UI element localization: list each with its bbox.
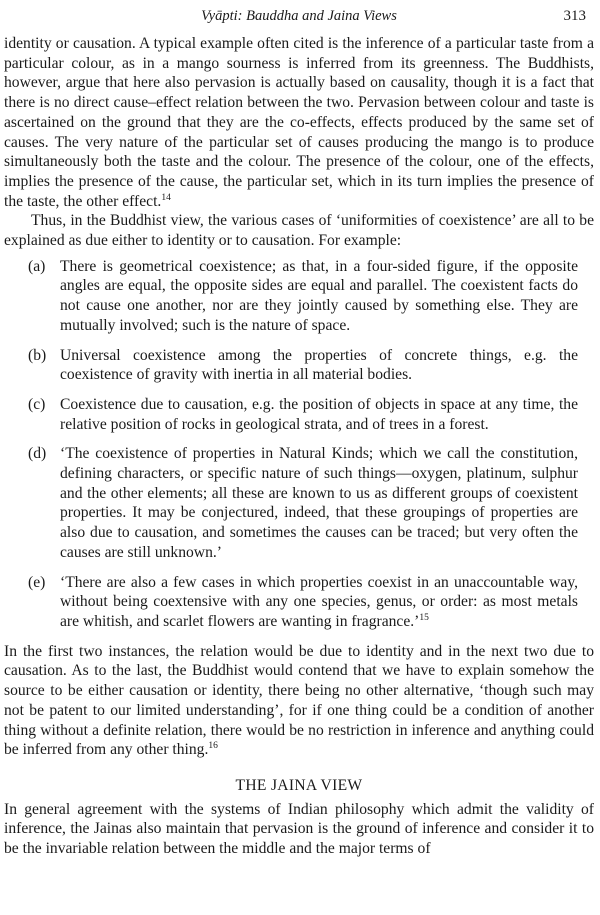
paragraph-4	[4, 800, 594, 859]
list-item-body: There is geometrical coexistence; as that, in a four-sided figure, if the opposite angles are equal, the opposite sides are equal and parallel. The coexistent facts do not cause one another, nor are they jointly caused by something else. They are mutually involved; such is the nature of space.	[60, 257, 578, 334]
section-heading: THE JAINA VIEW	[235, 776, 363, 794]
list-item-text	[60, 573, 594, 632]
footnote-ref-16: 16	[208, 741, 218, 752]
list-item-text	[60, 444, 594, 562]
body-text	[4, 34, 594, 859]
list-marker: (b)	[28, 346, 47, 364]
paragraph-2-text: Thus, in the Buddhist view, the various cases of ‘uniformities of coexistence’ are all to be explained as due either to identity or to causation. For example:	[4, 212, 594, 250]
list-marker: (a)	[28, 257, 46, 275]
list-item-body: ‘There are also a few cases in which properties coexist in an unaccountable way, without being coextensive with any one species, genus, or order: as most metals are whitish, and scarlet flowers are wanting in fragrance.’	[60, 573, 578, 630]
footnote-ref-14: 14	[161, 192, 171, 203]
list-item-body: Universal coexistence among the properties of concrete things, e.g. the coexistence of gravity with inertia in all material bodies.	[60, 346, 578, 384]
list-item-body: ‘The coexistence of properties in Natural Kinds; which we call the constitution, defining characters, or specific nature of such things—oxygen, platinum, sulphur and the other elements; all these are known to us as different groups of coexistent properties. It may be conjectured, indeed, that these groupings of properties are also due to causation, and sometimes the causes can be traced; but very often the causes are still unknown.’	[60, 445, 578, 561]
list-marker: (d)	[28, 445, 47, 463]
paragraph-4-text: In general agreement with the systems of Indian philosophy which admit the validity of inference, the Jainas also maintain that pervasion is the ground of inference and consider it to be the invariable relation between the middle and the major terms of	[4, 800, 594, 858]
list-marker: (c)	[28, 395, 46, 413]
list-item-text	[60, 395, 594, 434]
list-item-body: Coexistence due to causation, e.g. the position of objects in space at any time, the relative position of rocks in geological strata, and of trees in a forest.	[60, 395, 578, 433]
list-item	[4, 444, 594, 562]
list-item-text	[60, 346, 594, 385]
page-number: 313	[563, 8, 586, 24]
paragraph-1	[4, 34, 594, 211]
running-head: Vyāpti: Bauddha and Jaina Views	[201, 8, 397, 24]
list-item-text	[60, 257, 594, 336]
paragraph-3	[4, 642, 594, 760]
list-item	[4, 395, 594, 434]
enumerated-list	[4, 257, 594, 632]
list-item	[4, 346, 594, 385]
paragraph-2	[4, 211, 594, 250]
footnote-ref-15: 15	[419, 612, 429, 623]
list-item	[4, 257, 594, 336]
page-header	[4, 6, 594, 34]
list-marker: (e)	[28, 573, 46, 591]
list-item	[4, 573, 594, 632]
paragraph-1-text: identity or causation. A typical example often cited is the inference of a particular taste from a particular colour, as in a mango sourness is inferred from its greenness. The Buddhists, however, argue that here also pervasion is actually based on causality, though it is a fact that there is no direct cause–effect relation between the two. Pervasion between colour and taste is ascertained on the ground that they are the co-effects, effects produced by the same set of causes. The very nature of the particular set of causes producing the mango is to produce simultaneously both the taste and the colour. The presence of the colour, one of the effects, implies the presence of the cause, the particular set, which in its turn implies the presence of the taste, the other effect.	[4, 35, 594, 210]
paragraph-3-text: In the first two instances, the relation would be due to identity and in the next two due to causation. As to the last, the Buddhist would contend that we have to explain somehow the source to be either causation or identity, there being no other alternative, ‘though such may not be patent to our limited understanding’, for if one thing could be a condition of another thing without a definite relation, there would be no restriction in inference and anything could be inferred from any other thing.	[4, 642, 594, 759]
